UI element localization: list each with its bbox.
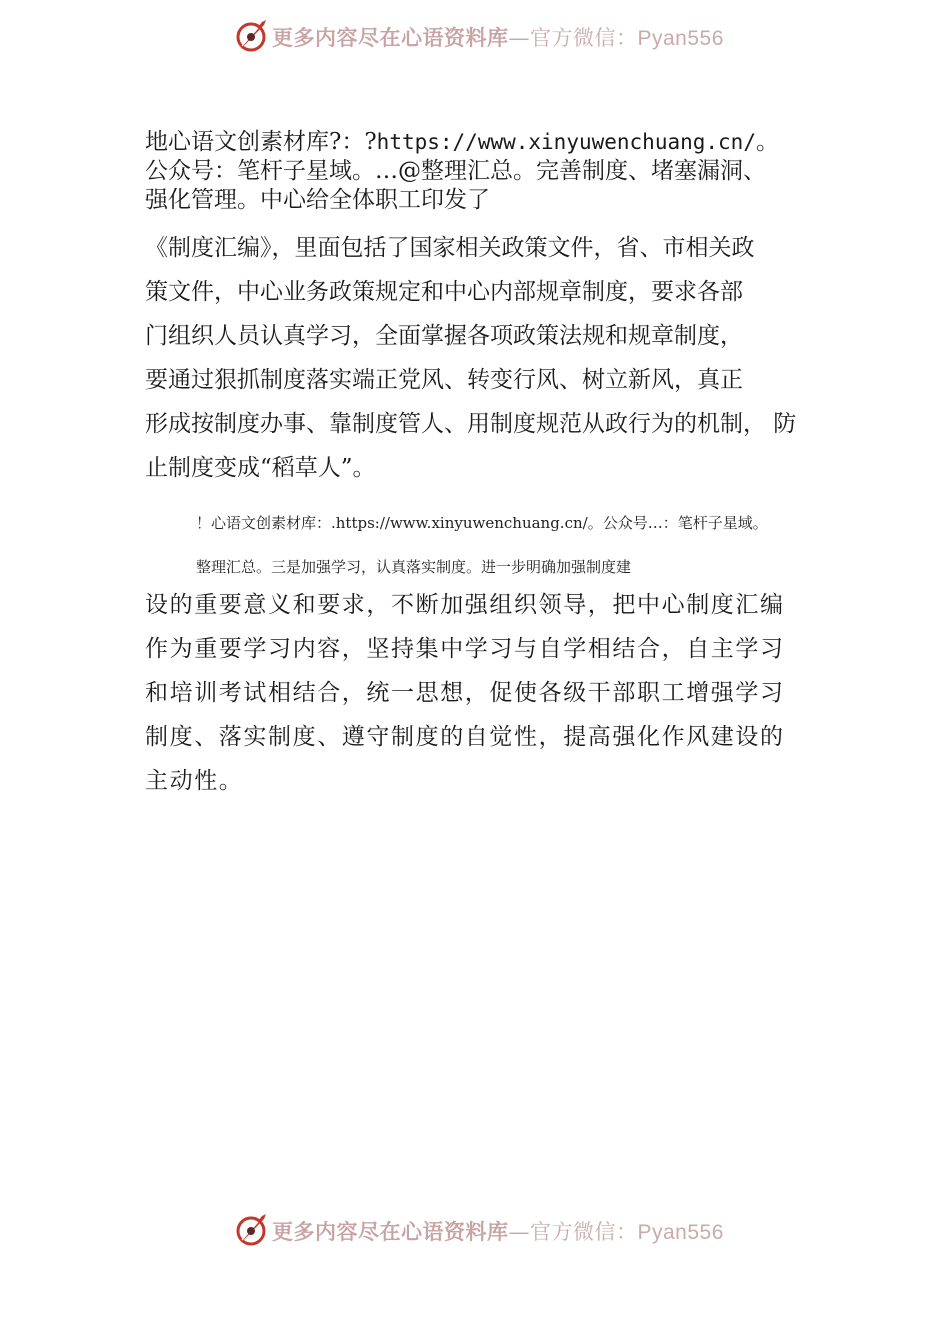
paragraph-2 <box>145 583 835 803</box>
paragraph-2-line: 制度、落实制度、遵守制度的自觉性，提高强化作风建设的 <box>145 724 785 750</box>
paragraph-2-line: 作为重要学习内容，坚持集中学习与自学相结合，自主学习 <box>145 636 785 662</box>
paragraph-1-line: 门组织人员认真学习，全面掌握各项政策法规和规章制度， <box>145 323 743 349</box>
lead-line-3: 强化管理。中心给全体职工印发了 <box>145 187 490 213</box>
paragraph-1-line: 要通过狠抓制度落实端正党风、转变行风、树立新风，真正 <box>145 367 743 393</box>
small-note-line-2: 整理汇总。三是加强学习，认真落实制度。进一步明确加强制度建 <box>196 558 632 576</box>
paragraph-2-line: 主动性。 <box>145 768 244 794</box>
small-note-line-1: ！心语文创素材库：.https://www.xinyuwenchuang.cn/。公众号…：笔杆子星域。 <box>196 514 768 532</box>
paragraph-1 <box>145 226 835 490</box>
banner-dash: — <box>508 26 530 50</box>
paragraph-1-line: 形成按制度办事、靠制度管人、用制度规范从政行为的机制， 防 <box>145 411 797 437</box>
footer-banner-text <box>272 1216 724 1246</box>
banner-wechat-label: 官方微信： <box>530 1220 638 1244</box>
paragraph-2-line: 设的重要意义和要求，不断加强组织领导，把中心制度汇编 <box>145 592 785 618</box>
header-banner-text <box>272 22 724 52</box>
lead-line-1-url: https://www.xinyuwenchuang.cn/ <box>376 130 756 154</box>
header-banner <box>0 14 950 64</box>
lead-line-1-suffix: 。 <box>755 129 779 155</box>
quill-logo-icon <box>232 16 270 54</box>
footer-banner <box>0 1208 950 1258</box>
paragraph-1-line: 策文件，中心业务政策规定和中心内部规章制度，要求各部 <box>145 279 743 305</box>
banner-brand: 更多内容尽在心语资料库 <box>272 1219 509 1244</box>
paragraph-1-line: 《制度汇编》，里面包括了国家相关政策文件，省、市相关政 <box>145 235 755 261</box>
lead-line-1-prefix: 地心语文创素材库?：? <box>145 129 377 155</box>
quill-logo-icon <box>232 1210 270 1248</box>
banner-dash: — <box>508 1220 530 1244</box>
lead-line-2: 公众号：笔杆子星域。…@整理汇总。完善制度、堵塞漏洞、 <box>145 158 766 184</box>
banner-wechat-label: 官方微信： <box>530 26 638 50</box>
paragraph-2-line: 和培训考试相结合，统一思想，促使各级干部职工增强学习 <box>145 680 785 706</box>
paragraph-1-line: 止制度变成“稻草人”。 <box>145 455 376 481</box>
banner-wechat-id: Pyan556 <box>637 1221 724 1244</box>
lead-block <box>145 128 835 215</box>
banner-wechat-id: Pyan556 <box>637 27 724 50</box>
banner-brand: 更多内容尽在心语资料库 <box>272 25 509 50</box>
lead-line-1 <box>145 128 835 157</box>
